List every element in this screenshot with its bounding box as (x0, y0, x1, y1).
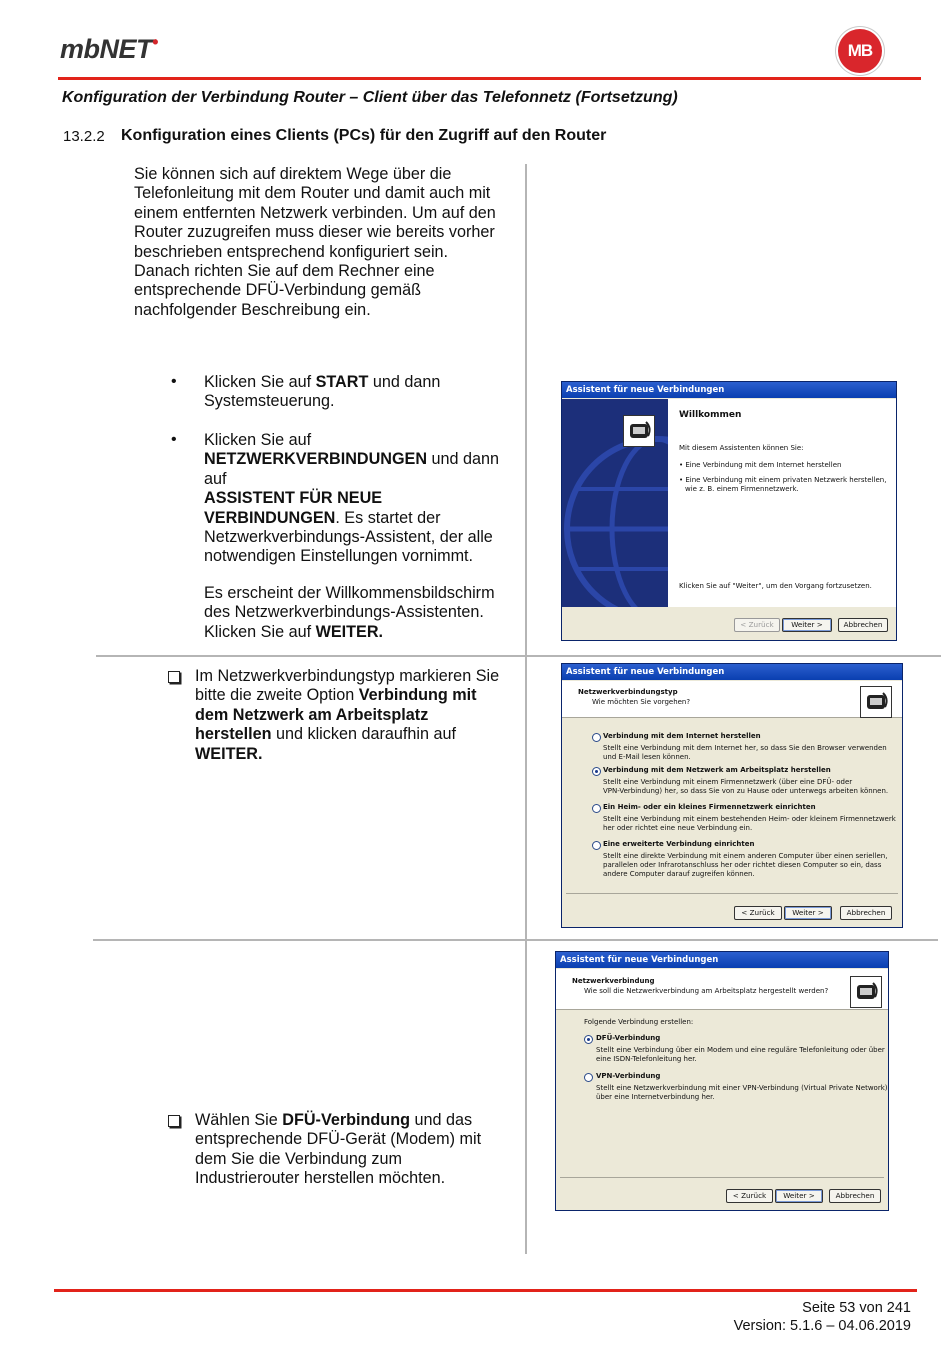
mb-badge-logo: MB (838, 29, 882, 73)
mbnet-logo (60, 32, 158, 65)
option-label: Eine erweiterte Verbindung einrichten (603, 840, 755, 848)
verbindungen-label: VERBINDUNGEN (204, 508, 336, 527)
assistent-label: ASSISTENT FÜR NEUE (204, 489, 383, 508)
wizard-network-connection-screenshot (555, 951, 889, 1211)
option-desc: Stellt eine Netzwerkverbindung mit einer VPN-Verbindung (Virtual Private Network) (596, 1084, 888, 1092)
option-label: Ein Heim- oder ein kleines Firmennetzwerk einrichten (603, 803, 816, 811)
step2-text (204, 431, 522, 642)
divider (560, 1177, 884, 1178)
cancel-button[interactable]: Abbrechen (838, 618, 888, 632)
step2-line: Es erscheint der Willkommensbildschirm (204, 583, 495, 602)
step2-line: Klicken Sie auf (204, 431, 312, 449)
section-title: Konfiguration eines Clients (PCs) für den Zugriff auf den Router (121, 127, 607, 144)
dialog-heading: Netzwerkverbindungstyp (578, 688, 678, 696)
text: Klicken Sie auf (204, 622, 316, 641)
row-divider (96, 655, 941, 657)
dialog-label: Folgende Verbindung erstellen: (584, 1018, 694, 1026)
text: . Es startet der (335, 508, 441, 527)
dialog-subheading: Wie soll die Netzwerkverbindung am Arbeitsplatz hergestellt werden? (584, 987, 829, 995)
footer-divider (54, 1289, 917, 1292)
start-label: START (315, 373, 369, 391)
intro-line: Router zuzugreifen muss dieser wie bereits vorher (134, 223, 495, 242)
dialog-heading: Netzwerkverbindung (572, 977, 655, 985)
intro-line: entsprechende DFÜ-Verbindung gemäß (134, 281, 422, 300)
text: und dann (368, 373, 441, 391)
option-desc: Stellt eine Verbindung mit einem bestehenden Heim- oder kleinem Firmennetzwerk (603, 815, 896, 823)
dialog-list-item: • Eine Verbindung mit einem privaten Netzwerk herstellen, (679, 476, 887, 484)
dialog-list-item: • Eine Verbindung mit dem Internet herstellen (679, 461, 842, 469)
radio-internet[interactable] (592, 733, 601, 742)
intro-line: beschrieben entsprechend konfiguriert sein. (134, 242, 449, 261)
step2-line: auf (204, 469, 227, 488)
text: und dann (427, 450, 500, 469)
column-divider (525, 164, 527, 1254)
back-button[interactable]: < Zurück (734, 906, 782, 920)
step4-line: entsprechende DFÜ-Gerät (Modem) mit (195, 1130, 482, 1149)
intro-line: nachfolgender Beschreibung ein. (134, 300, 371, 319)
text: Klicken Sie auf (204, 373, 316, 391)
network-wizard-icon (623, 415, 655, 447)
weiter-label: WEITER. (315, 622, 384, 641)
option-desc: VPN-Verbindung) her, so dass Sie von zu Hause oder unterwegs arbeiten können. (603, 787, 889, 795)
radio-vpn[interactable] (584, 1073, 593, 1082)
bullet-icon: • (171, 431, 177, 448)
option-desc: andere Computer darauf zugreifen können. (603, 870, 755, 878)
intro-line: einem entfernten Netzwerk verbinden. Um auf den (134, 203, 496, 222)
step4-text (195, 1111, 520, 1189)
page-header-title: Konfiguration der Verbindung Router – Client über das Telefonnetz (Fortsetzung) (62, 89, 678, 106)
logo-mark: • (152, 32, 158, 52)
dialog-text: Mit diesem Assistenten können Sie: (679, 444, 804, 452)
intro-line: Sie können sich auf direktem Wege über die (134, 165, 452, 183)
back-button[interactable]: < Zurück (726, 1189, 773, 1203)
step1-line (204, 373, 519, 392)
text: bitte die zweite Option (195, 686, 359, 705)
radio-home-network[interactable] (592, 804, 601, 813)
text: und klicken daraufhin auf (271, 725, 456, 744)
step3-line: Im Netzwerkverbindungstyp markieren Sie (195, 667, 500, 685)
option-desc: über eine Internetverbindung her. (596, 1093, 715, 1101)
option-desc: Stellt eine Verbindung mit einem Firmennetzwerk (über eine DFÜ- oder (603, 778, 853, 786)
option-label: herstellen (195, 725, 272, 744)
logo-text: mbNET (60, 34, 152, 64)
dialog-title: Assistent für neue Verbindungen (556, 952, 888, 968)
text: Wählen Sie (195, 1111, 283, 1129)
step2-line: Netzwerkverbindungs-Assistent, der alle (204, 528, 493, 547)
step2-line: des Netzwerkverbindungs-Assistenten. (204, 603, 484, 622)
network-wizard-icon (850, 976, 882, 1008)
option-label: dem Netzwerk am Arbeitsplatz (195, 705, 429, 724)
divider (566, 893, 898, 894)
step4-line (195, 1111, 520, 1130)
option-desc: und E-Mail lesen können. (603, 753, 691, 761)
bullet-icon: • (171, 373, 177, 390)
option-label: Verbindung mit dem Netzwerk am Arbeitsplatz herstellen (603, 766, 831, 774)
wizard-content (668, 399, 896, 607)
header-divider (58, 77, 921, 80)
step4-line: Industrierouter herstellen möchten. (195, 1169, 446, 1188)
dialog-title: Assistent für neue Verbindungen (562, 664, 902, 680)
option-desc: Stellt eine Verbindung über ein Modem und eine reguläre Telefonleitung oder über (596, 1046, 885, 1054)
text: Eine Verbindung mit einem privaten Netzwerk herstellen, (685, 476, 887, 484)
text: Eine Verbindung mit dem Internet herstellen (685, 461, 842, 469)
intro-line: Telefonleitung mit dem Router und damit auch mit (134, 184, 491, 203)
checkbox-bullet-icon (168, 671, 180, 683)
radio-workplace-network[interactable] (592, 767, 601, 776)
dialog-title: Assistent für neue Verbindungen (562, 382, 896, 398)
step1-text (204, 373, 519, 412)
step3-line (195, 745, 520, 764)
page-number: Seite 53 von 241 (802, 1300, 911, 1316)
wizard-connection-type-screenshot (561, 663, 903, 928)
next-button[interactable]: Weiter > (782, 618, 832, 632)
network-wizard-icon (860, 686, 892, 718)
dialog-text: wie z. B. einem Firmennetzwerk. (685, 485, 799, 493)
option-desc: Stellt eine direkte Verbindung mit einem anderen Computer über einen seriellen, (603, 852, 888, 860)
step2-line (204, 489, 522, 508)
wizard-welcome-screenshot (561, 381, 897, 641)
back-button[interactable]: < Zurück (734, 618, 780, 632)
option-label: Verbindung mit (358, 686, 477, 705)
radio-advanced[interactable] (592, 841, 601, 850)
welcome-heading: Willkommen (679, 410, 742, 420)
option-desc: eine ISDN-Telefonleitung her. (596, 1055, 697, 1063)
dialog-subheading: Wie möchten Sie vorgehen? (592, 698, 691, 706)
netzwerk-label: NETZWERKVERBINDUNGEN (204, 450, 428, 469)
option-label: Verbindung mit dem Internet herstellen (603, 732, 761, 740)
next-button[interactable]: Weiter > (775, 1189, 823, 1203)
weiter-label: WEITER. (195, 744, 263, 763)
dfue-label: DFÜ-Verbindung (282, 1111, 410, 1129)
step4-line: dem Sie die Verbindung zum (195, 1149, 402, 1168)
intro-line: Danach richten Sie auf dem Rechner eine (134, 262, 435, 281)
option-label: VPN-Verbindung (596, 1072, 661, 1080)
cancel-button[interactable]: Abbrechen (840, 906, 892, 920)
intro-paragraph (134, 165, 524, 320)
step1-line: Systemsteuerung. (204, 392, 335, 411)
section-number: 13.2.2 (63, 128, 105, 145)
step2-line (204, 509, 522, 528)
option-desc: parallelen oder Infrarotanschluss her oder richtet diesen Computer so ein, dass (603, 861, 882, 869)
text: und das (409, 1111, 473, 1129)
radio-dialup[interactable] (584, 1035, 593, 1044)
step2-line: notwendigen Einstellungen vornimmt. (204, 547, 474, 566)
cancel-button[interactable]: Abbrechen (829, 1189, 881, 1203)
option-desc: her oder richtet eine neue Verbindung ein. (603, 824, 753, 832)
row-divider (93, 939, 938, 941)
dialog-footer-text: Klicken Sie auf "Weiter", um den Vorgang fortzusetzen. (679, 582, 872, 590)
version-info: Version: 5.1.6 – 04.06.2019 (733, 1318, 911, 1334)
step3-line (195, 725, 520, 744)
step3-line (195, 706, 520, 725)
step2-line (204, 623, 522, 642)
step3-line (195, 686, 520, 705)
checkbox-bullet-icon (168, 1115, 180, 1127)
option-desc: Stellt eine Verbindung mit dem Internet her, so dass Sie den Browser verwenden (603, 744, 887, 752)
step3-text (195, 667, 520, 764)
step2-line (204, 450, 522, 469)
next-button[interactable]: Weiter > (784, 906, 832, 920)
option-label: DFÜ-Verbindung (596, 1034, 661, 1042)
